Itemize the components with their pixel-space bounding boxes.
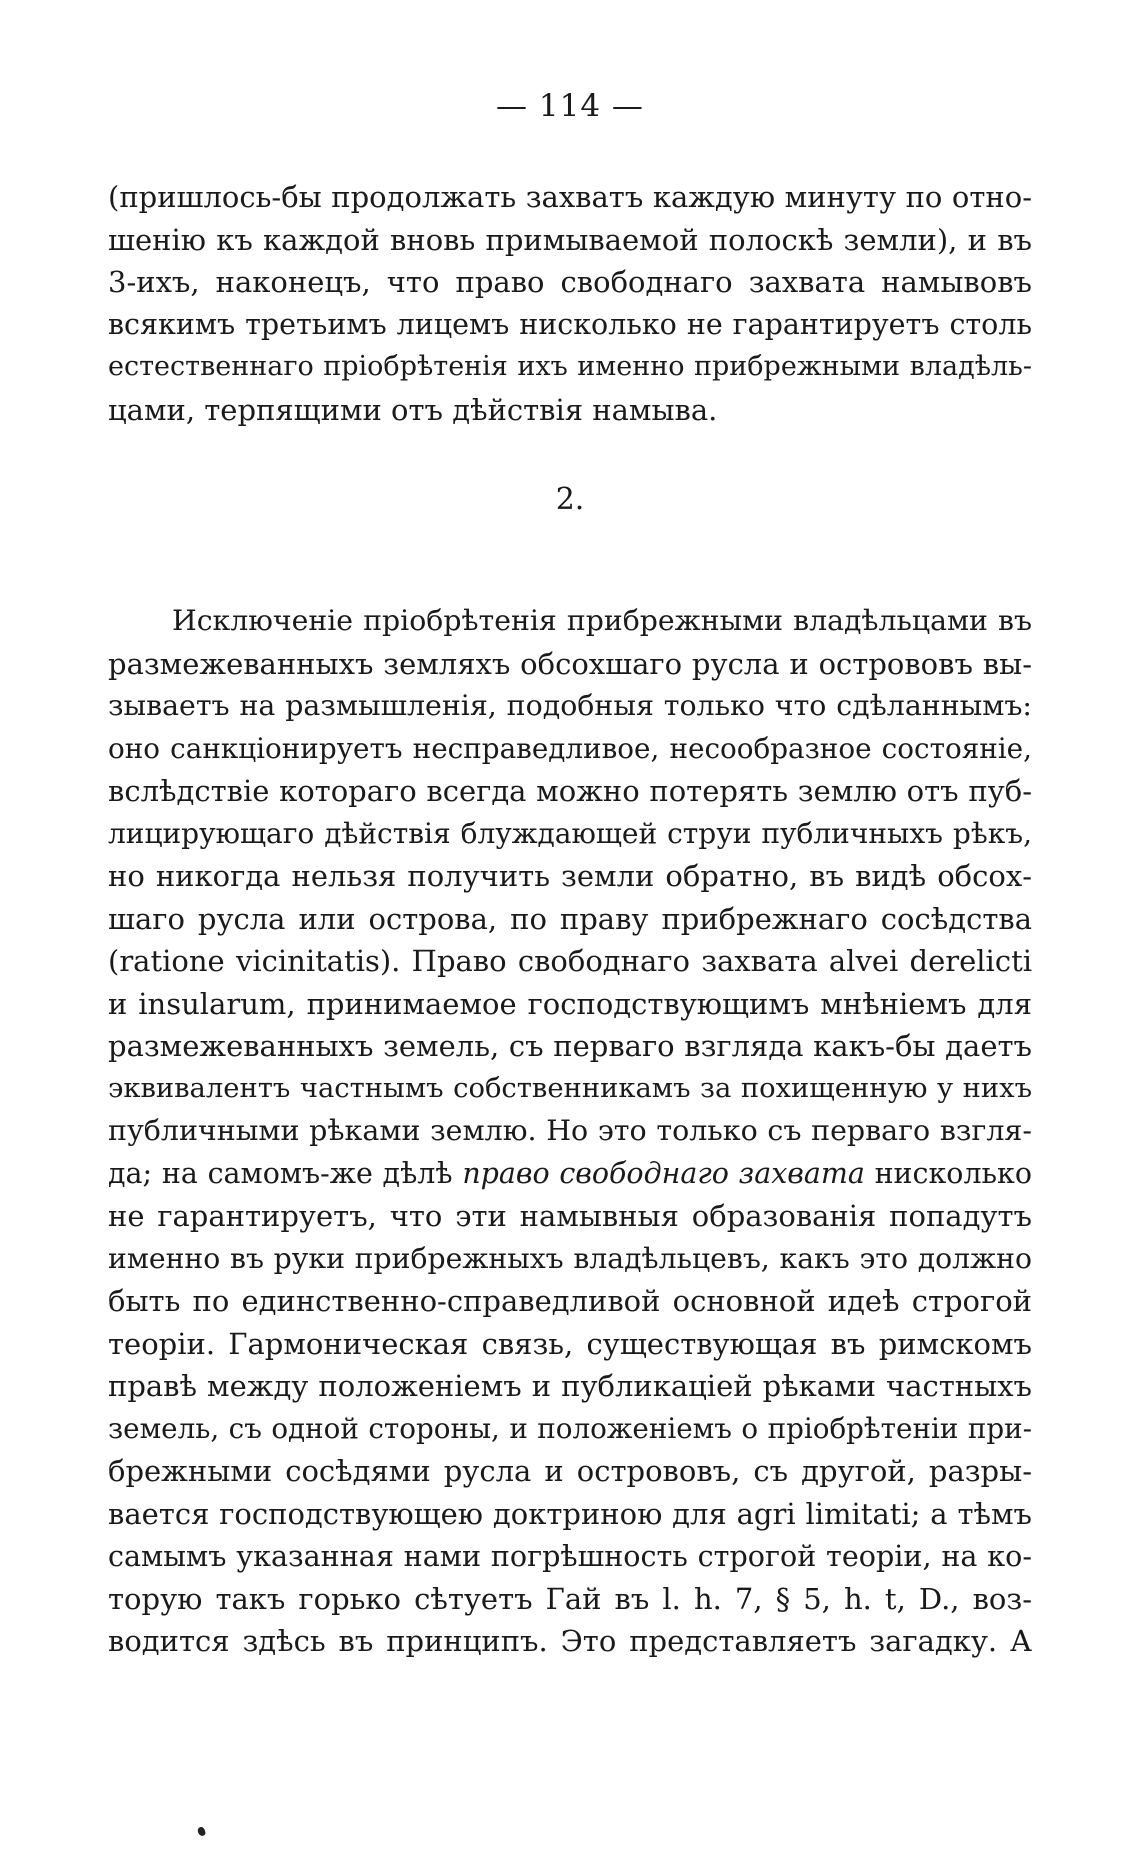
text-line: самымъ указанная нами погрѣшность строгой теоріи, на ко- [108, 1539, 1032, 1573]
text-line: публичными рѣками землю. Но это только съ перваго взгля- [108, 1114, 1032, 1147]
page-number: — 114 — [496, 88, 644, 124]
text-line: (ratione vicinitatis). Право свободнаго захвата alvei derelicti [108, 944, 1032, 978]
text-line: зываетъ на размышленія, подобныя только что сдѣланнымъ: [108, 689, 1032, 722]
text-line: водится здѣсь въ принципъ. Это представляетъ загадку. А [108, 1624, 1032, 1658]
text-line: не гарантируетъ, что эти намывныя образованія попадутъ [108, 1199, 1032, 1233]
paragraph-section-2 [108, 600, 1032, 1663]
emphasized-phrase: право свободнаго захвата [462, 1156, 865, 1190]
text-line: размежеванныхъ земляхъ обсохшаго русла и острововъ вы- [108, 646, 1032, 681]
text-line: вслѣдствіе котораго всегда можно потерять землю отъ пуб- [108, 774, 1032, 808]
text-line: брежными сосѣдями русла и острововъ, съ другой, разры- [108, 1454, 1032, 1488]
text-line: 3-ихъ, наконецъ, что право свободнаго захвата намывовъ [108, 265, 1032, 299]
text-line: естественнаго пріобрѣтенія ихъ именно прибрежными владѣль- [108, 351, 1032, 382]
text-line-with-emphasis [108, 1153, 1032, 1196]
text-line: цами, терпящими отъ дѣйствія намыва. [108, 392, 718, 427]
text-line: всякимъ третьимъ лицемъ нисколько не гарантируетъ столь [108, 307, 1032, 341]
text-line: именно въ руки прибрежныхъ владѣльцевъ, какъ это должно [108, 1241, 1032, 1275]
text-line: (пришлось-бы продолжать захватъ каждую минуту по отно- [108, 180, 1032, 214]
text-line: размежеванныхъ земель, съ перваго взгляда какъ-бы даетъ [108, 1029, 1032, 1063]
text-segment: нисколько [864, 1156, 1032, 1190]
paragraph-continuation [108, 176, 1032, 431]
text-line: и insularum, принимаемое господствующимъ мнѣніемъ для [108, 986, 1032, 1021]
text-line: вается господствующею доктриною для agri limitati; а тѣмъ [108, 1496, 1032, 1531]
text-line: но никогда нельзя получить земли обратно, въ видѣ обсох- [108, 859, 1032, 893]
text-line: эквивалентъ частнымъ собственникамъ за похищенную у нихъ [108, 1072, 1032, 1104]
text-line: земель, съ одной стороны, и положеніемъ о пріобрѣтеніи при- [108, 1411, 1032, 1445]
text-segment: да; на самомъ-же дѣлѣ [108, 1156, 463, 1190]
text-line: лицирующаго дѣйствія блуждающей струи публичныхъ рѣкъ, [108, 816, 1032, 850]
text-line: правѣ между положеніемъ и публикаціей рѣками частныхъ [108, 1369, 1032, 1403]
text-line: шаго русла или острова, по праву прибрежнаго сосѣдства [108, 901, 1032, 936]
ink-speck [197, 1826, 207, 1837]
section-number: 2. [555, 482, 585, 517]
text-line: торую такъ горько сѣтуетъ Гай въ l. h. 7, § 5, h. t, D., воз- [108, 1581, 1032, 1616]
text-line: Исключеніе пріобрѣтенія прибрежными владѣльцами въ [172, 604, 1032, 637]
text-line: шенію къ каждой вновь примываемой полоскѣ земли), и въ [108, 222, 1032, 257]
text-line: теоріи. Гармоническая связь, существующая въ римскомъ [108, 1326, 1032, 1361]
text-line: быть по единственно-справедливой основной идеѣ строгой [108, 1284, 1032, 1318]
text-line: оно санкціонируетъ несправедливое, несообразное состояніе, [108, 731, 1032, 765]
